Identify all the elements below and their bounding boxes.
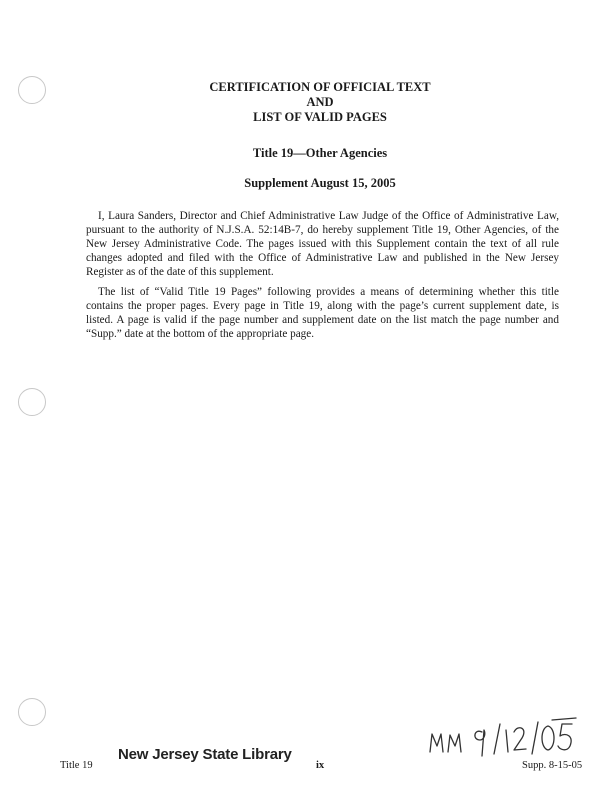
punch-hole-middle bbox=[18, 388, 46, 416]
paragraph-valid-pages: The list of “Valid Title 19 Pages” following provides a means of determining whether this title contains the proper pages. Every page in Title 19, along with the page’s current supplement date, is listed. A page is valid if the page number and supplement date on the list match the page number and “Supp.” date at the bottom of the appropriate page. bbox=[86, 286, 559, 340]
handwritten-initials-date bbox=[420, 712, 580, 758]
heading-line-1: CERTIFICATION OF OFFICIAL TEXT bbox=[209, 80, 431, 94]
supplement-date-heading: Supplement August 15, 2005 bbox=[244, 176, 396, 190]
library-stamp: New Jersey State Library bbox=[118, 746, 292, 763]
footer-page-number: ix bbox=[316, 760, 325, 771]
certification-heading bbox=[150, 80, 490, 125]
heading-line-3: LIST OF VALID PAGES bbox=[253, 110, 387, 124]
title-heading: Title 19—Other Agencies bbox=[252, 146, 388, 160]
paragraph-certification: I, Laura Sanders, Director and Chief Administrative Law Judge of the Office of Administrative Law, pursuant to the authority of N.J.S.A. 52:14B-7, do hereby supplement Title 19, Other Agencies, of the New Jersey Administrative Code. The pages issued with this Supplement contain the text of all rule changes adopted and filed with the Office of Administrative Law and published in the New Jersey Register as of the date of this supplement. bbox=[86, 210, 559, 278]
punch-hole-top bbox=[18, 76, 46, 104]
footer-supplement-date: Supp. 8-15-05 bbox=[522, 760, 583, 771]
punch-hole-bottom bbox=[18, 698, 46, 726]
heading-line-2: AND bbox=[306, 95, 334, 109]
certification-body bbox=[86, 209, 559, 347]
footer-title-label: Title 19 bbox=[60, 760, 93, 771]
